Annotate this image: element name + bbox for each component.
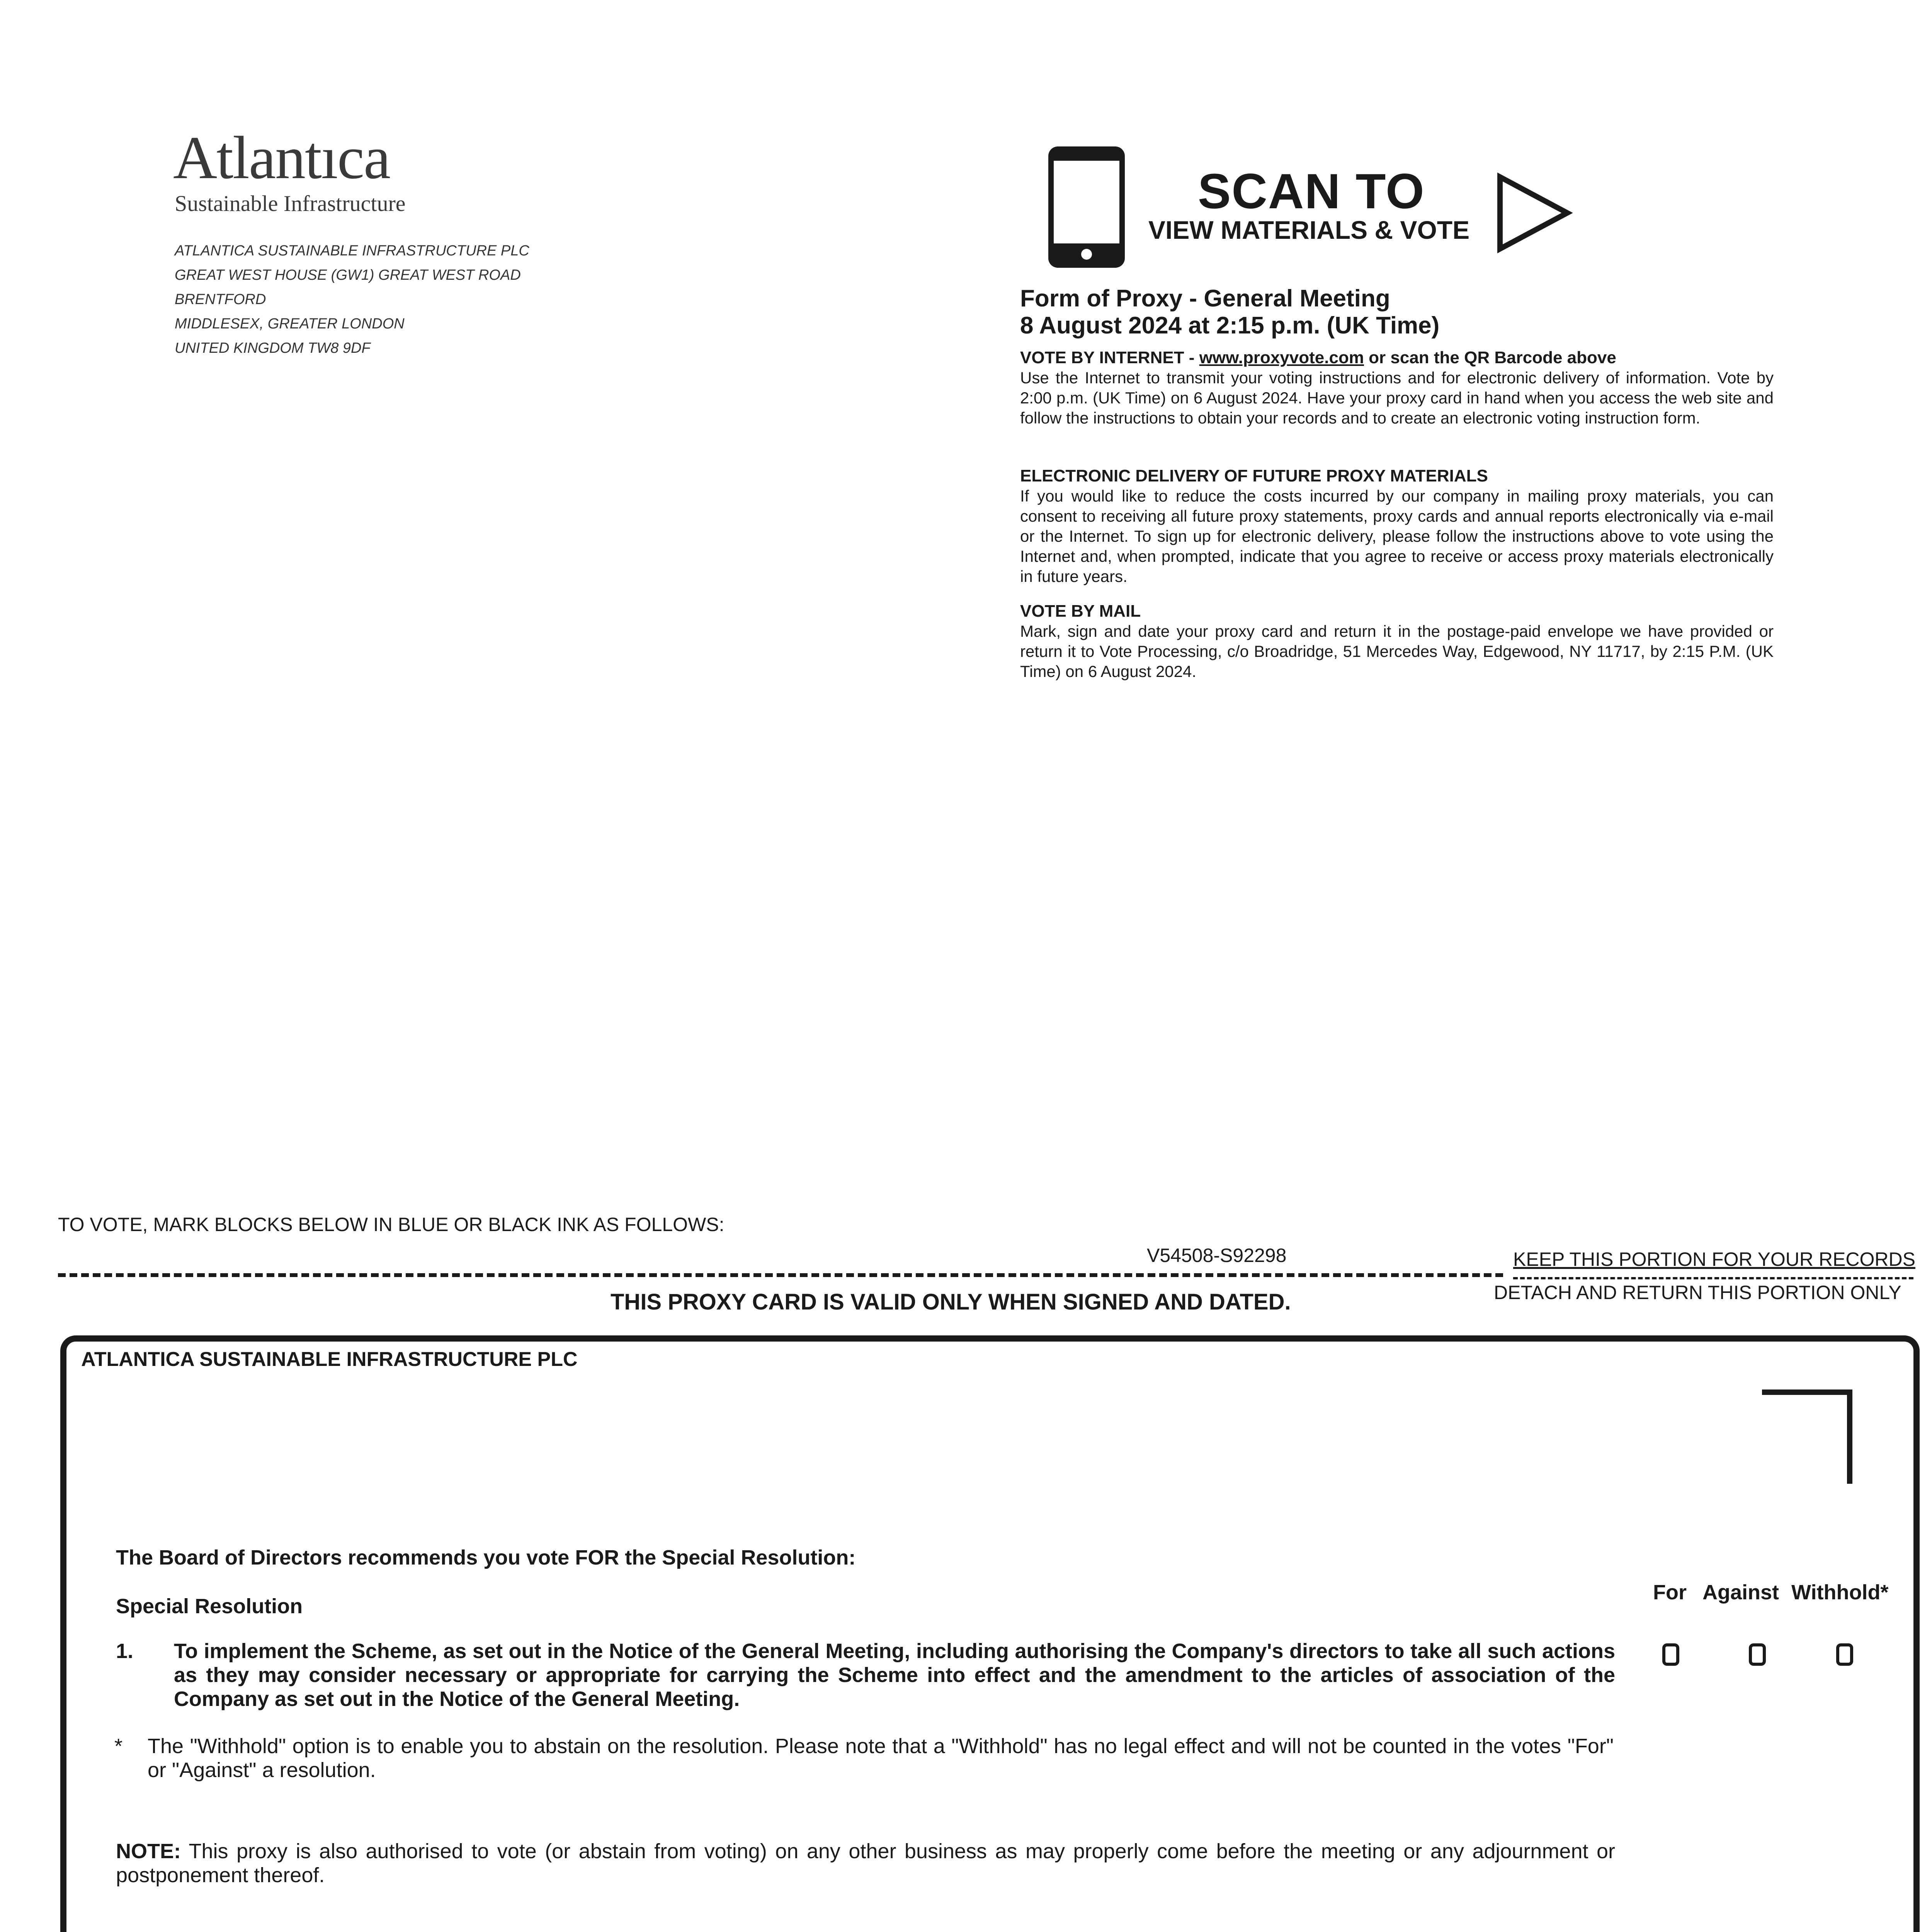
detach-line bbox=[58, 1273, 1503, 1277]
note-text: This proxy is also authorised to vote (or abstain from voting) on any other business as may properly come before the meeting or any adjournment or postponement thereof. bbox=[116, 1840, 1615, 1887]
electronic-heading: ELECTRONIC DELIVERY OF FUTURE PROXY MATERIALS bbox=[1020, 466, 1488, 485]
mail-heading: VOTE BY MAIL bbox=[1020, 602, 1141, 621]
mail-body: Mark, sign and date your proxy card and return it in the postage-paid envelope we have provided or return it to Vote Processing, c/o Broadridge, 51 Mercedes Way, Edgewood, NY 11717, by 2:15 P.M. (UK Time) on 6 August 2024. bbox=[1020, 622, 1774, 680]
vote-by-mail bbox=[1020, 601, 1774, 682]
address-line: UNITED KINGDOM TW8 9DF bbox=[175, 340, 371, 356]
form-title-line: Form of Proxy - General Meeting bbox=[1020, 285, 1390, 312]
scan-subtitle: VIEW MATERIALS & VOTE bbox=[1148, 216, 1470, 244]
note-label: NOTE: bbox=[116, 1840, 181, 1863]
resolution-number: 1. bbox=[116, 1639, 134, 1663]
internet-heading bbox=[1020, 348, 1774, 368]
play-arrow-icon bbox=[1495, 172, 1573, 253]
electronic-body: If you would like to reduce the costs incurred by our company in mailing proxy materials, you can consent to receiving all future proxy statements, proxy cards and annual reports electronically via e-mail or the Internet. To sign up for electronic delivery, please follow the instructions above to vote using the Internet and, when prompted, indicate that you agree to receive or access proxy materials electronically in future years. bbox=[1020, 487, 1774, 585]
address-line: MIDDLESEX, GREATER LONDON bbox=[175, 316, 405, 332]
company-address bbox=[175, 239, 529, 361]
proxy-note bbox=[116, 1839, 1615, 1887]
column-for: For bbox=[1653, 1581, 1687, 1604]
address-line: BRENTFORD bbox=[175, 291, 266, 308]
form-title bbox=[1020, 285, 1439, 339]
keep-portion-label: KEEP THIS PORTION FOR YOUR RECORDS bbox=[1513, 1248, 1915, 1270]
board-recommendation: The Board of Directors recommends you vote FOR the Special Resolution: bbox=[116, 1546, 856, 1569]
vote-withhold-checkbox[interactable] bbox=[1836, 1643, 1853, 1666]
logo-tagline: Sustainable Infrastructure bbox=[175, 191, 406, 216]
card-company-name: ATLANTICA SUSTAINABLE INFRASTRUCTURE PLC bbox=[81, 1348, 578, 1371]
atlantica-logo: Atlantıca bbox=[173, 124, 390, 192]
address-line: GREAT WEST HOUSE (GW1) GREAT WEST ROAD bbox=[175, 267, 521, 283]
valid-notice: THIS PROXY CARD IS VALID ONLY WHEN SIGNED AND DATED. bbox=[611, 1289, 1291, 1315]
resolution-text: To implement the Scheme, as set out in the Notice of the General Meeting, including authorising the Company's directors to take all such actions as they may consider necessary or appropriate for carrying the Scheme into effect and the amendment to the articles of association of the Company as set out in the Notice of the General Meeting. bbox=[174, 1639, 1615, 1711]
column-withhold: Withhold* bbox=[1791, 1581, 1889, 1604]
proxyvote-link[interactable]: www.proxyvote.com bbox=[1199, 348, 1364, 367]
internet-body: Use the Internet to transmit your voting instructions and for electronic delivery of information. Vote by 2:00 p.m. (UK Time) on 6 August 2024. Have your proxy card in hand when you access the web site and follow the instructions to obtain your records and to create an electronic voting instruction form. bbox=[1020, 369, 1774, 427]
vote-against-checkbox[interactable] bbox=[1749, 1643, 1766, 1666]
footnote-marker: * bbox=[114, 1735, 123, 1758]
corner-mark bbox=[1762, 1389, 1852, 1484]
vote-by-internet bbox=[1020, 348, 1774, 428]
control-code: V54508-S92298 bbox=[1147, 1245, 1287, 1266]
internet-heading-suffix: or scan the QR Barcode above bbox=[1364, 348, 1616, 367]
withhold-footnote bbox=[114, 1734, 1614, 1782]
electronic-delivery bbox=[1020, 466, 1774, 587]
vote-for-checkbox[interactable] bbox=[1662, 1643, 1679, 1666]
mark-instructions: TO VOTE, MARK BLOCKS BELOW IN BLUE OR BLACK INK AS FOLLOWS: bbox=[58, 1214, 724, 1235]
footnote-text: The "Withhold" option is to enable you to abstain on the resolution. Please note that a "Withhold" has no legal effect and will not be counted in the votes "For" or "Against" a resolution. bbox=[148, 1735, 1614, 1782]
scan-title: SCAN TO bbox=[1198, 164, 1425, 219]
detach-portion-label: DETACH AND RETURN THIS PORTION ONLY bbox=[1494, 1282, 1901, 1303]
special-resolution-heading: Special Resolution bbox=[116, 1595, 303, 1618]
keep-dash-line bbox=[1513, 1277, 1913, 1279]
phone-icon bbox=[1048, 146, 1125, 268]
form-title-date: 8 August 2024 at 2:15 p.m. (UK Time) bbox=[1020, 312, 1440, 339]
address-line: ATLANTICA SUSTAINABLE INFRASTRUCTURE PLC bbox=[175, 243, 529, 259]
column-against: Against bbox=[1702, 1581, 1779, 1604]
internet-heading-prefix: VOTE BY INTERNET - bbox=[1020, 348, 1199, 367]
